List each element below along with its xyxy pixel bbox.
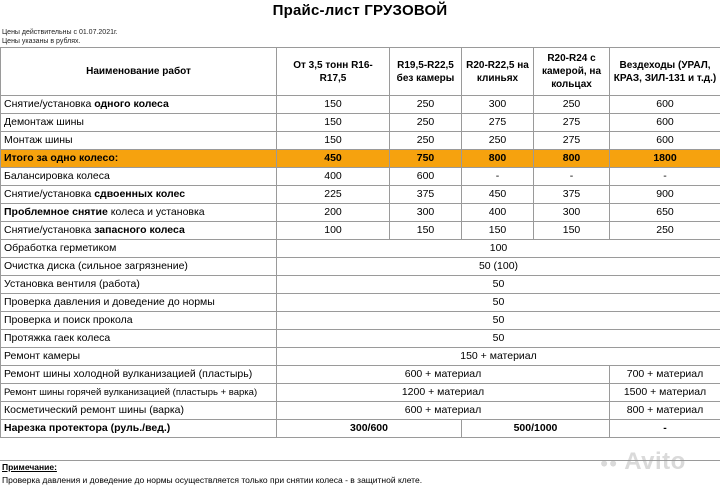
price-cell: 150 [390,222,462,240]
price-cell: - [534,168,610,186]
table-row [1,348,720,366]
header-col2: R19,5-R22,5 без камеры [390,48,462,96]
price-cell: 300 [390,204,462,222]
price-cell: 275 [534,114,610,132]
table-row [1,312,720,330]
table-row [1,294,720,312]
price-cell: 750 [390,150,462,168]
header-col4: R20-R24 с камерой, на кольцах [534,48,610,96]
avito-logo-icon: ●● [600,454,618,471]
price-cell: 225 [277,186,390,204]
price-cell: 275 [534,132,610,150]
table-row [1,402,720,420]
price-cell: 100 [277,240,720,258]
row-label: Снятие/установка одного колеса [1,96,277,114]
table-row [1,186,720,204]
price-cell: 600 [390,168,462,186]
price-cell: 50 [277,294,720,312]
footer-text: Проверка давления и доведение до нормы осуществляется только при снятии колеса - в защитной клете. [2,475,423,485]
table-row [1,96,720,114]
table-row [1,276,720,294]
price-cell: 500/1000 [462,420,610,438]
price-cell: 50 [277,276,720,294]
header-row [1,48,720,96]
price-cell: 375 [390,186,462,204]
price-cell: 800 [534,150,610,168]
price-cell: 250 [390,114,462,132]
row-label: Проверка давления и доведение до нормы [1,294,277,312]
table-row [1,384,720,402]
header-col3: R20-R22,5 на клиньях [462,48,534,96]
table-row [1,366,720,384]
row-label: Обработка герметиком [1,240,277,258]
table-row [1,330,720,348]
price-cell: 50 [277,330,720,348]
price-cell: 400 [462,204,534,222]
footer-title: Примечание: [2,462,57,472]
row-label: Ремонт камеры [1,348,277,366]
row-label: Нарезка протектора (руль./вед.) [1,420,277,438]
row-label: Балансировка колеса [1,168,277,186]
price-cell: 150 [277,114,390,132]
row-label: Очистка диска (сильное загрязнение) [1,258,277,276]
price-cell: 300 [462,96,534,114]
row-label: Монтаж шины [1,132,277,150]
currency-note: Цены указаны в рублях. [2,38,81,45]
price-cell: 450 [277,150,390,168]
row-label: Проверка и поиск прокола [1,312,277,330]
price-cell: 300 [534,204,610,222]
price-cell: 600 + материал [277,402,610,420]
price-cell: 450 [462,186,534,204]
price-cell: 600 [610,114,720,132]
table-row [1,258,720,276]
table-row [1,222,720,240]
price-cell: 1200 + материал [277,384,610,402]
price-cell: 50 (100) [277,258,720,276]
price-cell: 150 + материал [277,348,720,366]
header-col1: От 3,5 тонн R16-R17,5 [277,48,390,96]
table-row [1,114,720,132]
header-name: Наименование работ [1,48,277,96]
price-cell: 150 [277,132,390,150]
price-cell: 250 [390,96,462,114]
price-cell: 200 [277,204,390,222]
price-cell: 150 [534,222,610,240]
price-cell: 250 [534,96,610,114]
price-cell: 400 [277,168,390,186]
price-cell: 600 + материал [277,366,610,384]
row-label: Снятие/установка сдвоенных колес [1,186,277,204]
price-cell: 800 [462,150,534,168]
price-cell: - [610,420,720,438]
price-cell: 150 [277,96,390,114]
table-row [1,168,720,186]
row-label: Протяжка гаек колеса [1,330,277,348]
price-cell: - [610,168,720,186]
row-label: Итого за одно колесо: [1,150,277,168]
validity-note: Цены действительны с 01.07.2021г. [2,29,118,36]
table-row [1,204,720,222]
row-label: Снятие/установка запасного колеса [1,222,277,240]
row-label: Проблемное снятие колеса и установка [1,204,277,222]
price-cell: 600 [610,132,720,150]
price-cell: 1800 [610,150,720,168]
price-cell: 375 [534,186,610,204]
price-cell: 250 [462,132,534,150]
price-cell: 800 + материал [610,402,720,420]
price-cell: 150 [462,222,534,240]
price-table [0,47,720,438]
price-cell: 900 [610,186,720,204]
price-cell: 700 + материал [610,366,720,384]
price-cell: 50 [277,312,720,330]
price-cell: - [462,168,534,186]
table-row [1,132,720,150]
row-label: Ремонт шины горячей вулканизацией (пластырь + варка) [1,384,277,402]
page-title: Прайс-лист ГРУЗОВОЙ [272,2,448,19]
price-cell: 250 [390,132,462,150]
avito-watermark: ●● Avito [600,448,686,475]
price-cell: 300/600 [277,420,462,438]
price-cell: 650 [610,204,720,222]
row-label: Демонтаж шины [1,114,277,132]
price-cell: 600 [610,96,720,114]
row-label: Косметический ремонт шины (варка) [1,402,277,420]
price-cell: 250 [610,222,720,240]
price-cell: 100 [277,222,390,240]
price-cell: 1500 + материал [610,384,720,402]
row-label: Ремонт шины холодной вулканизацией (пластырь) [1,366,277,384]
header-col5: Вездеходы (УРАЛ, КРАЗ, ЗИЛ-131 и т.д.) [610,48,720,96]
total-row [1,150,720,168]
table-row [1,240,720,258]
table-row [1,420,720,438]
price-cell: 275 [462,114,534,132]
row-label: Установка вентиля (работа) [1,276,277,294]
